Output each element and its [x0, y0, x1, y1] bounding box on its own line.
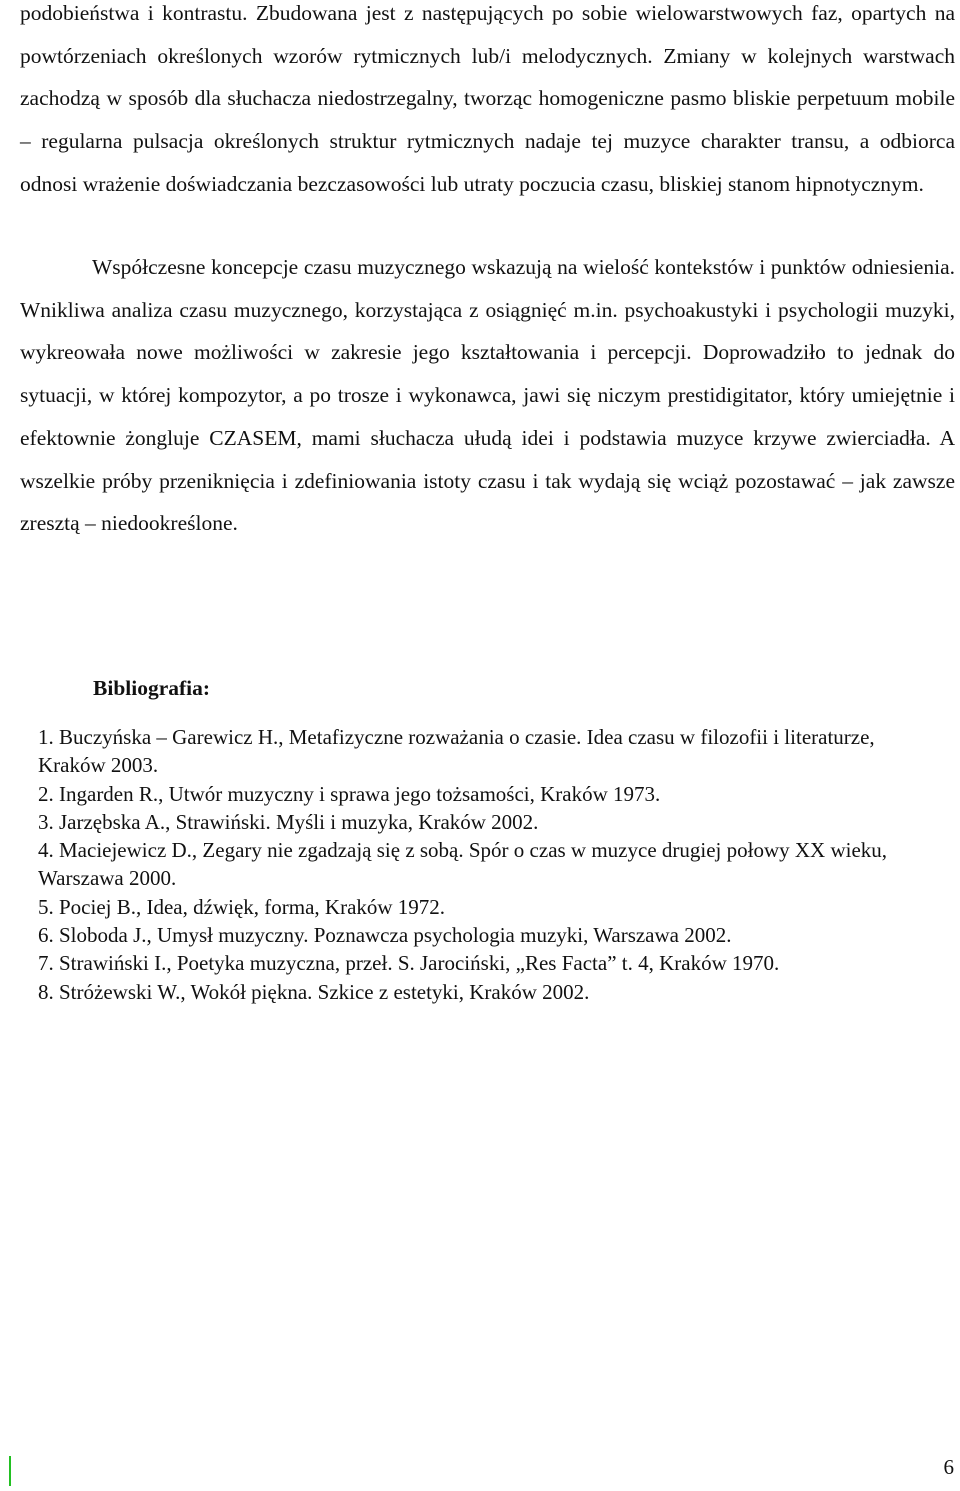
bibliography-item: 6. Sloboda J., Umysł muzyczny. Poznawcza psychologia muzyki, Warszawa 2002.	[38, 923, 732, 948]
body-paragraph-2: Współczesne koncepcje czasu muzycznego wskazują na wielość kontekstów i punktów odniesienia. Wnikliwa analiza czasu muzycznego, korzystająca z osiągnięć m.in. psychoakustyki i psychologii muzyki, wykreowała nowe możliwości w zakresie jego kształtowania i percepcji. Doprowadziło to jednak do sytuacji, w której kompozytor, a po trosze i wykonawca, jawi się niczym prestidigitator, który umiejętnie i efektownie żongluje CZASEM, mami słuchacza ułudą idei i podstawia muzyce krzywe zwierciadła. A wszelkie próby przeniknięcia i zdefiniowania istoty czasu i tak wydają się wciąż pozostawać – jak zawsze zresztą – niedookreślone.	[20, 255, 955, 536]
margin-marker	[9, 1456, 11, 1486]
bibliography-item: 1. Buczyńska – Garewicz H., Metafizyczne rozważania o czasie. Idea czasu w filozofii i literaturze, Kraków 2003.	[38, 725, 875, 778]
bibliography-item: 5. Pociej B., Idea, dźwięk, forma, Kraków 1972.	[38, 894, 446, 919]
body-paragraph-1: podobieństwa i kontrastu. Zbudowana jest z następujących po sobie wielowarstwowych faz, opartych na powtórzeniach określonych wzorów rytmicznych lub/i melodycznych. Zmiany w kolejnych warstwach zachodzą w sposób dla słuchacza niedostrzegalny, tworząc homogeniczne pasmo bliskie perpetuum mobile – regularna pulsacja określonych struktur rytmicznych nadaje tej muzyce charakter transu, a odbiorca odnosi wrażenie doświadczania bezczasowości lub utraty poczucia czasu, bliskiej stanom hipnotycznym.	[20, 1, 955, 196]
bibliography-item: 2. Ingarden R., Utwór muzyczny i sprawa jego tożsamości, Kraków 1973.	[38, 781, 661, 806]
bibliography-heading: Bibliografia:	[93, 676, 211, 700]
bibliography-item: 3. Jarzębska A., Strawiński. Myśli i muzyka, Kraków 2002.	[38, 809, 539, 834]
bibliography-list	[38, 723, 918, 1006]
bibliography-item: 7. Strawiński I., Poetyka muzyczna, przeł. S. Jarociński, „Res Facta” t. 4, Kraków 1970.	[38, 951, 780, 976]
bibliography-item: 4. Maciejewicz D., Zegary nie zgadzają się z sobą. Spór o czas w muzyce drugiej połowy XX wieku, Warszawa 2000.	[38, 838, 888, 891]
page-number: 6	[943, 1455, 954, 1479]
bibliography-item: 8. Stróżewski W., Wokół piękna. Szkice z estetyki, Kraków 2002.	[38, 979, 590, 1004]
